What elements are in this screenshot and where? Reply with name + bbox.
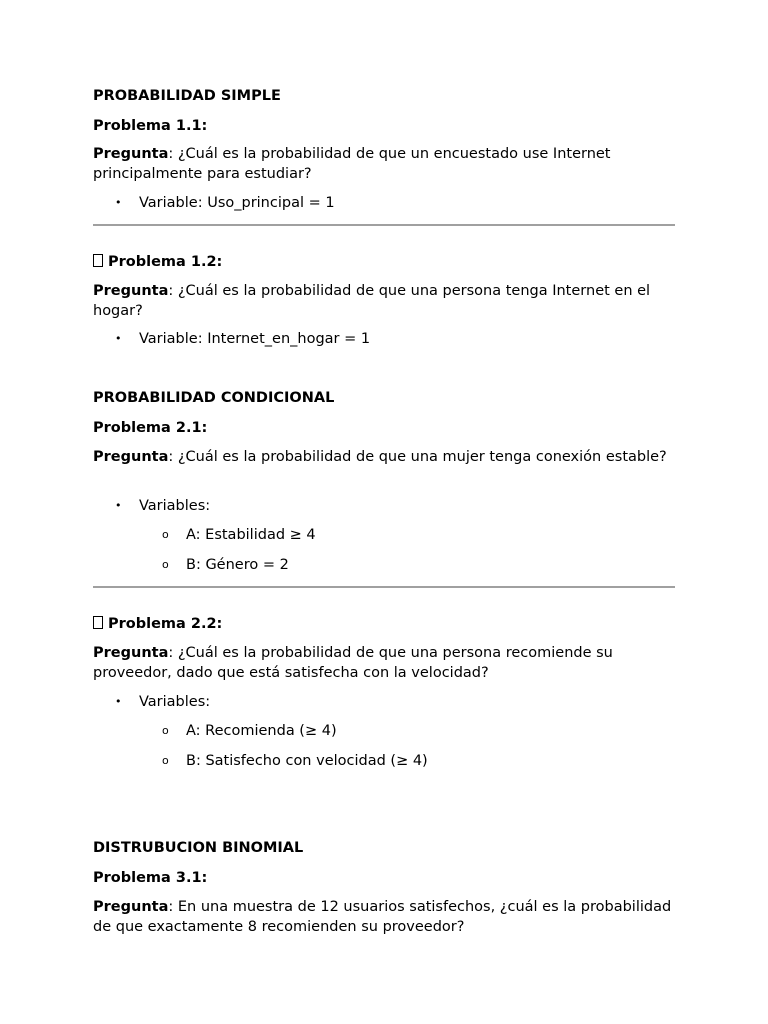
- question-text: : ¿Cuál es la probabilidad de que una persona recomiende su proveedor, dado que está satisfecha con la velocidad?: [93, 645, 613, 681]
- problem-1-2-question: [93, 281, 675, 321]
- problem-1-2-title: Problema 1.2:: [108, 254, 223, 270]
- question-text: : ¿Cuál es la probabilidad de que una persona tenga Internet en el hogar?: [93, 283, 651, 319]
- pregunta-label: Pregunta: [93, 283, 169, 299]
- problem-1-1-title: Problema 1.1:: [93, 118, 208, 134]
- variable-b-text: B: Género = 2: [186, 557, 289, 573]
- problem-2-1-question: [93, 447, 675, 467]
- problem-2-2-title: Problema 2.2:: [108, 616, 223, 632]
- missing-glyph-icon: [93, 254, 103, 267]
- section-title-probabilidad-simple: PROBABILIDAD SIMPLE: [93, 88, 281, 104]
- bullet-icon: •: [115, 332, 122, 345]
- variable-text: Variable: Internet_en_hogar = 1: [139, 331, 371, 347]
- problem-2-2-heading: [93, 614, 222, 634]
- question-text: : ¿Cuál es la probabilidad de que un encuestado use Internet principalmente para estudiar?: [93, 146, 611, 182]
- sub-bullet-icon: o: [162, 724, 169, 737]
- variable-a-text: A: Recomienda (≥ 4): [186, 723, 337, 739]
- section-title-probabilidad-condicional: PROBABILIDAD CONDICIONAL: [93, 390, 335, 406]
- sub-bullet-icon: o: [162, 558, 169, 571]
- variable-b-text: B: Satisfecho con velocidad (≥ 4): [186, 753, 428, 769]
- pregunta-label: Pregunta: [93, 645, 169, 661]
- question-text: : En una muestra de 12 usuarios satisfechos, ¿cuál es la probabilidad de que exactamente 8 recomienden su proveedor?: [93, 899, 672, 935]
- pregunta-label: Pregunta: [93, 146, 169, 162]
- problem-3-1-question: [93, 897, 675, 937]
- horizontal-divider: [93, 586, 675, 588]
- sub-bullet-icon: o: [162, 528, 169, 541]
- problem-1-2-heading: [93, 252, 222, 272]
- missing-glyph-icon: [93, 616, 103, 629]
- problem-3-1-title: Problema 3.1:: [93, 870, 208, 886]
- horizontal-divider: [93, 224, 675, 226]
- variables-label: Variables:: [139, 498, 211, 514]
- section-title-distribucion-binomial: DISTRUBUCION BINOMIAL: [93, 840, 304, 856]
- variable-a-text: A: Estabilidad ≥ 4: [186, 527, 316, 543]
- pregunta-label: Pregunta: [93, 449, 169, 465]
- problem-1-1-question: [93, 144, 675, 184]
- pregunta-label: Pregunta: [93, 899, 169, 915]
- variable-text: Variable: Uso_principal = 1: [139, 195, 335, 211]
- bullet-icon: •: [115, 695, 122, 708]
- bullet-icon: •: [115, 196, 122, 209]
- bullet-icon: •: [115, 499, 122, 512]
- variables-label: Variables:: [139, 694, 211, 710]
- sub-bullet-icon: o: [162, 754, 169, 767]
- problem-2-2-question: [93, 643, 675, 683]
- problem-2-1-title: Problema 2.1:: [93, 420, 208, 436]
- question-text: : ¿Cuál es la probabilidad de que una mujer tenga conexión estable?: [168, 449, 667, 465]
